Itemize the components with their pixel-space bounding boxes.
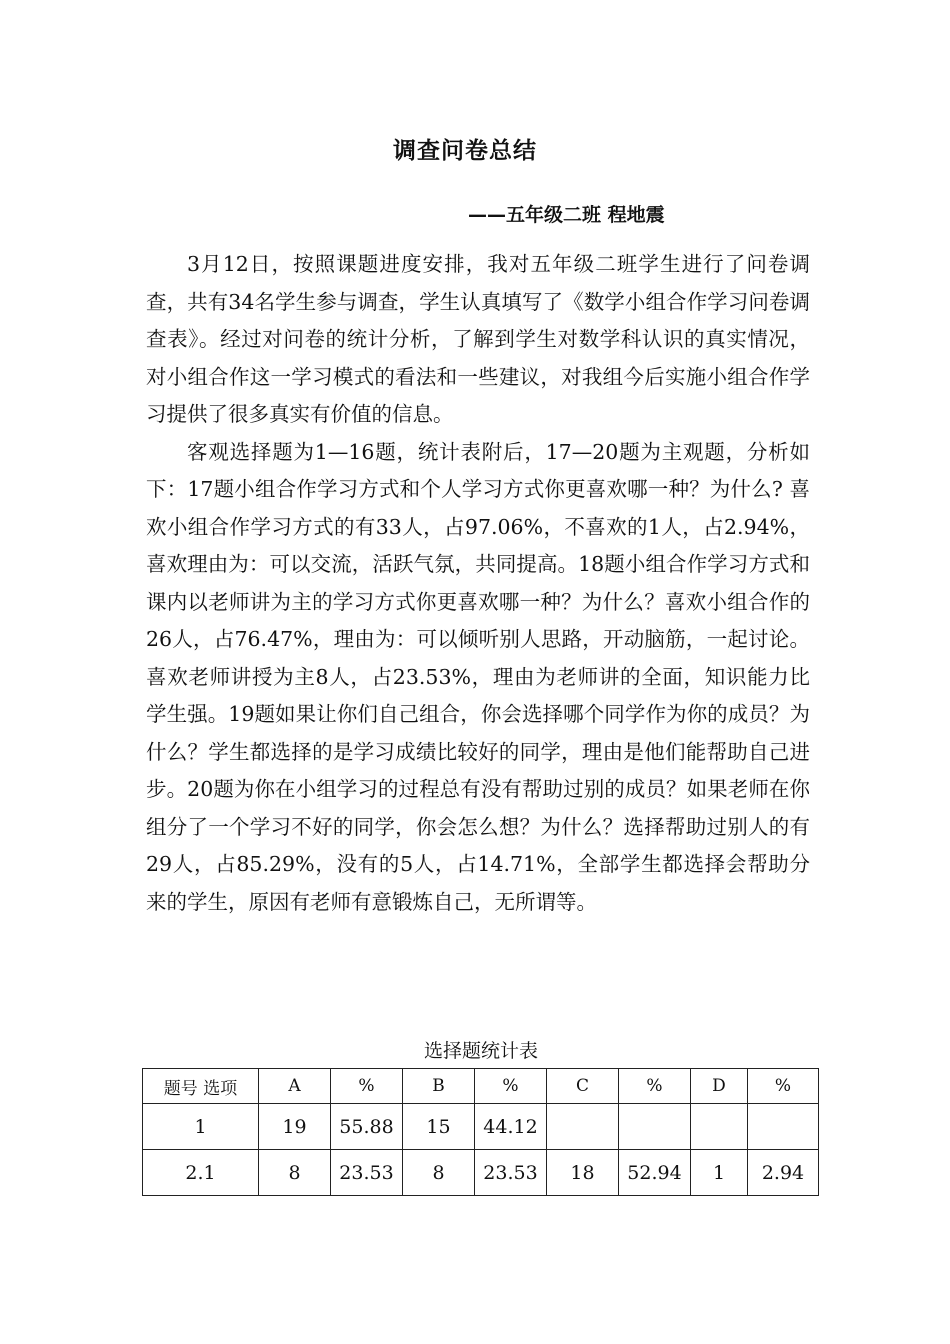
table-cell: 2.1 [143,1150,259,1196]
table-header-row [143,1069,819,1104]
author-byline: ——五年级二班 程地震 [468,204,665,226]
document-title: 调查问卷总结 [393,138,537,164]
table-cell: 8 [403,1150,475,1196]
table-cell: 8 [259,1150,331,1196]
paragraph-analysis: 客观选择题为1—16题，统计表附后，17—20题为主观题，分析如下：17题小组合作学习方式和个人学习方式你更喜欢哪一种？为什么? 喜欢小组合作学习方式的有33人，占97.06%，不喜欢的1人，占2.94%，喜欢理由为：可以交流，活跃气氛，共同提高。18题小组合作学习方式和课内以老师讲为主的学习方式你更喜欢哪一种？为什么？喜欢小组合作的26人，占76.47%，理由为：可以倾听别人思路，开动脑筋，一起讨论。喜欢老师讲授为主8人，占23.53%，理由为老师讲的全面，知识能力比学生强。19题如果让你们自己组合，你会选择哪个同学作为你的成员？为什么？学生都选择的是学习成绩比较好的同学，理由是他们能帮助自己进步。20题为你在小组学习的过程总有没有帮助过别的成员？如果老师在你组分了一个学习不好的同学，你会怎么想？为什么？选择帮助过别人的有29人，占85.29%，没有的5人，占14.71%，全部学生都选择会帮助分来的学生，原因有老师有意锻炼自己，无所谓等。 [146,439,810,914]
table-row [143,1150,819,1196]
header-cell: D [691,1069,748,1104]
header-cell: B [403,1069,475,1104]
statistics-table [142,1068,819,1196]
table-cell: 19 [259,1104,331,1150]
table-row [143,1104,819,1150]
header-cell: A [259,1069,331,1104]
table-cell: 44.12 [475,1104,547,1150]
table-cell [691,1104,748,1150]
table-cell: 23.53 [331,1150,403,1196]
table-caption: 选择题统计表 [423,1040,538,1062]
table-cell: 1 [691,1150,748,1196]
body-text [146,246,810,921]
table-cell: 55.88 [331,1104,403,1150]
header-cell: % [475,1069,547,1104]
header-cell: C [547,1069,619,1104]
table-cell: 2.94 [748,1150,819,1196]
table-cell [619,1104,691,1150]
table-cell: 1 [143,1104,259,1150]
header-cell: 题号 选项 [143,1069,259,1104]
header-cell: % [748,1069,819,1104]
table-cell: 18 [547,1150,619,1196]
table-cell [748,1104,819,1150]
table-cell: 52.94 [619,1150,691,1196]
header-cell: % [619,1069,691,1104]
table-cell: 23.53 [475,1150,547,1196]
header-cell: % [331,1069,403,1104]
table-cell: 15 [403,1104,475,1150]
table-cell [547,1104,619,1150]
paragraph-intro: 3月12日，按照课题进度安排，我对五年级二班学生进行了问卷调查，共有34名学生参与调查，学生认真填写了《数学小组合作学习问卷调查表》。经过对问卷的统计分析，了解到学生对数学科认识的真实情况，对小组合作这一学习模式的看法和一些建议，对我组今后实施小组合作学习提供了很多真实有价值的信息。 [146,252,810,426]
